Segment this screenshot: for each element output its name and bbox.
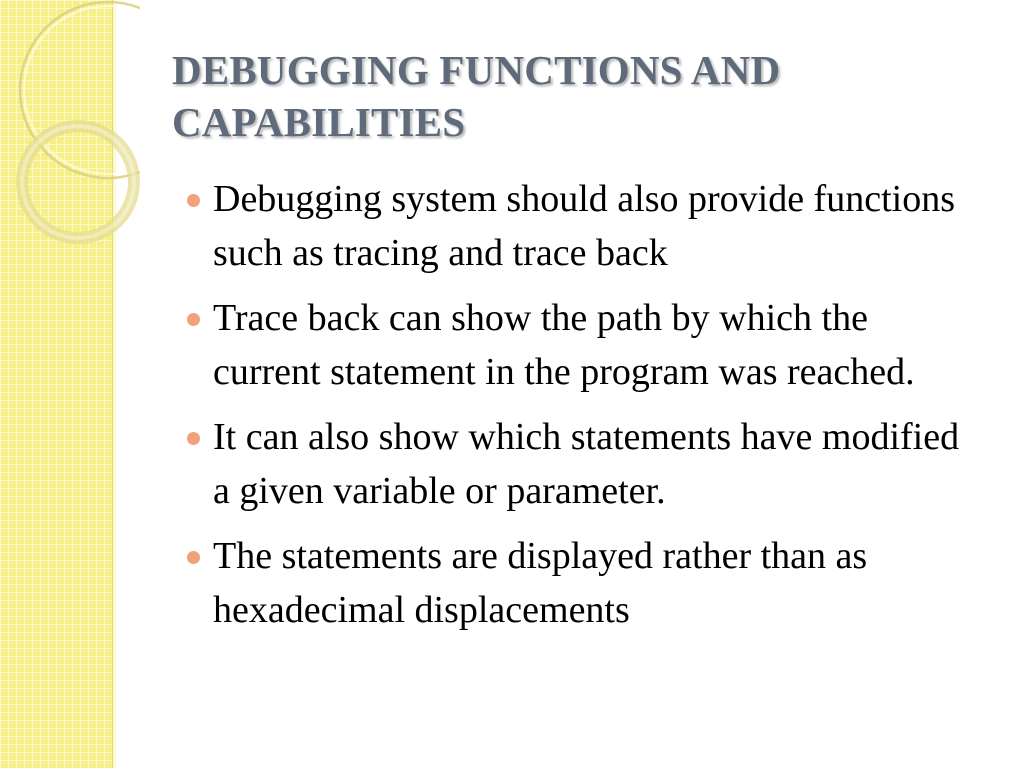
bullet-item — [183, 529, 983, 637]
bullet-list — [183, 172, 983, 648]
side-panel-shadow — [112, 0, 118, 768]
bullet-text: Debugging system should also provide functions such as tracing and trace back — [213, 178, 955, 274]
bullet-dot-icon — [187, 194, 200, 207]
bullet-dot-icon — [187, 551, 200, 564]
bullet-item — [183, 172, 983, 280]
bullet-item — [183, 410, 983, 518]
bullet-dot-icon — [187, 313, 200, 326]
bullet-text: It can also show which statements have modified a given variable or parameter. — [213, 416, 960, 512]
bullet-dot-icon — [187, 432, 200, 445]
bullet-text: Trace back can show the path by which the current statement in the program was reached. — [213, 297, 915, 393]
bullet-text: The statements are displayed rather than as hexadecimal displacements — [213, 535, 868, 631]
decorative-side-panel — [0, 0, 113, 768]
bullet-item — [183, 291, 983, 399]
slide-title: DEBUGGING FUNCTIONS AND CAPABILITIES — [172, 47, 781, 145]
